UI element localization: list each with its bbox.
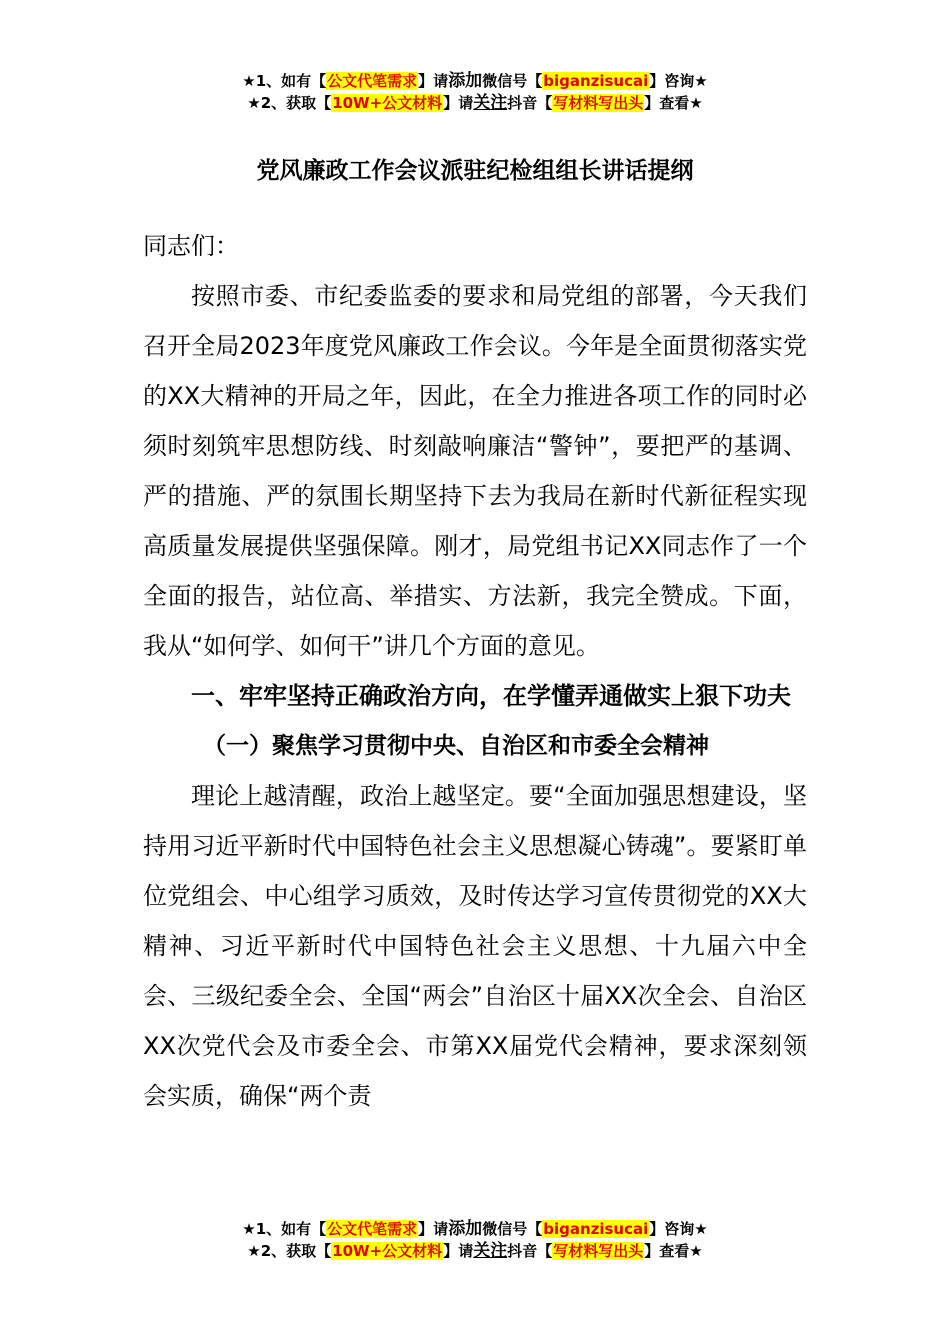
header-banner	[0, 70, 950, 114]
subsection-heading: （一）聚焦学习贯彻中央、自治区和市委全会精神	[203, 733, 709, 759]
banner-text: 】查看★	[644, 1242, 703, 1260]
banner-text: 抖音【	[507, 1242, 553, 1260]
banner-highlight: 公文代笔需求	[327, 1220, 418, 1238]
banner-text: 】请	[418, 72, 449, 90]
banner-text: 】请	[418, 1220, 449, 1238]
banner-highlight: 公文代笔需求	[327, 72, 418, 90]
banner-line-1	[0, 70, 950, 92]
banner-highlight: biganzisucai	[543, 1220, 649, 1238]
section-heading: 一、牢牢坚持正确政治方向，在学懂弄通做实上狠下功夫	[191, 682, 791, 710]
banner-highlight: 写材料写出头	[553, 94, 644, 112]
banner-highlight: 写材料写出头	[553, 1242, 644, 1260]
paragraph: 理论上越清醒，政治上越坚定。要“全面加强思想建设，坚持用习近平新时代中国特色社会主义思想凝心铸魂”。要紧盯单位党组会、中心组学习质效，及时传达学习宣传贯彻党的XX大精神、习近平新时代中国特色社会主义思想、十九届六中全会、三级纪委全会、全国“两会”自治区十届XX次全会、自治区XX次党代会及市委全会、市第XX届党代会精神，要求深刻领会实质，确保“两个责	[143, 782, 807, 1110]
banner-text: ★2、获取【	[247, 94, 332, 112]
banner-text: 微信号【	[482, 72, 543, 90]
paragraph: 按照市委、市纪委监委的要求和局党组的部署，今天我们召开全局2023年度党风廉政工作会议。今年是全面贯彻落实党的XX大精神的开局之年，因此，在全力推进各项工作的同时必须时刻筑牢思想防线、时刻敲响廉洁“警钟”，要把严的基调、严的措施、严的氛围长期坚持下去为我局在新时代新征程实现高质量发展提供坚强保障。刚才，局党组书记XX同志作了一个全面的报告，站位高、举措实、方法新，我完全赞成。下面，我从“如何学、如何干”讲几个方面的意见。	[143, 282, 807, 660]
banner-emphasis: 添加	[448, 1219, 483, 1239]
banner-text: 】请	[443, 1242, 474, 1260]
banner-text: 】咨询★	[649, 72, 708, 90]
banner-highlight: biganzisucai	[543, 72, 649, 90]
banner-highlight: 10W+公文材料	[332, 94, 443, 112]
footer-banner	[0, 1218, 950, 1262]
banner-text: 】查看★	[644, 94, 703, 112]
banner-emphasis: 关注	[473, 93, 508, 113]
banner-text: 】咨询★	[649, 1220, 708, 1238]
banner-highlight: 10W+公文材料	[332, 1242, 443, 1260]
banner-text: 微信号【	[482, 1220, 543, 1238]
banner-text: ★1、如有【	[242, 72, 327, 90]
document-body	[143, 271, 807, 1121]
banner-text: ★2、获取【	[247, 1242, 332, 1260]
banner-emphasis: 添加	[448, 71, 483, 91]
banner-line-1	[0, 1218, 950, 1240]
salutation: 同志们：	[143, 232, 239, 260]
banner-line-2	[0, 1240, 950, 1262]
banner-text: 】请	[443, 94, 474, 112]
banner-text: ★1、如有【	[242, 1220, 327, 1238]
banner-emphasis: 关注	[473, 1241, 508, 1261]
banner-text: 抖音【	[507, 94, 553, 112]
document-title: 党风廉政工作会议派驻纪检组组长讲话提纲	[256, 158, 694, 184]
banner-line-2	[0, 92, 950, 114]
